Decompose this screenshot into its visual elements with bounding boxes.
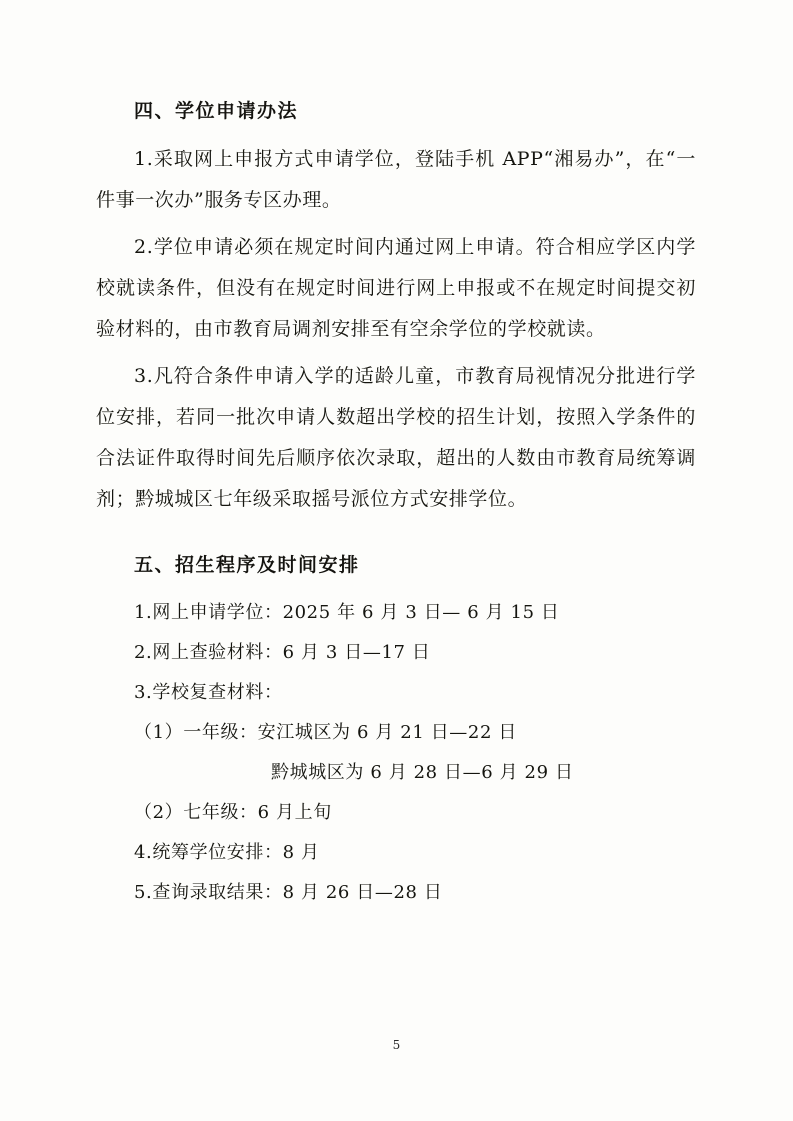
list-item-5-4: 4.统筹学位安排：8 月 [134, 842, 320, 863]
paragraph-4-2: 2.学位申请必须在规定时间内通过网上申请。符合相应学区内学校就读条件，但没有在规定时间进行网上申报或不在规定时间提交初验材料的，由市教育局调剂安排至有空余学位的学校就读。 [96, 236, 696, 340]
section-heading-four: 四、学位申请办法 [134, 100, 299, 122]
section-heading-five: 五、招生程序及时间安排 [134, 554, 360, 576]
document-body [96, 96, 696, 913]
page-number: 5 [392, 1038, 401, 1052]
list-item-5-3-1-cont: 黔城城区为 6 月 28 日—6 月 29 日 [271, 762, 574, 783]
list-item-5-2: 2.网上查验材料：6 月 3 日—17 日 [134, 642, 431, 663]
list-item-5-3-1: （1）一年级：安江城区为 6 月 21 日—22 日 [134, 722, 517, 743]
list-item-5-3: 3.学校复查材料： [134, 682, 283, 703]
list-item-5-1: 1.网上申请学位：2025 年 6 月 3 日— 6 月 15 日 [134, 602, 560, 623]
paragraph-4-1: 1.采取网上申报方式申请学位，登陆手机 APP“湘易办”，在“一件事一次办”服务专区办理。 [96, 148, 696, 211]
list-item-5-5: 5.查询录取结果：8 月 26 日—28 日 [134, 882, 443, 903]
paragraph-4-3: 3.凡符合条件申请入学的适龄儿童，市教育局视情况分批进行学位安排，若同一批次申请人数超出学校的招生计划，按照入学条件的合法证件取得时间先后顺序依次录取，超出的人数由市教育局统筹调剂；黔城城区七年级采取摇号派位方式安排学位。 [96, 365, 696, 510]
list-item-5-3-2: （2）七年级：6 月上旬 [134, 802, 332, 823]
